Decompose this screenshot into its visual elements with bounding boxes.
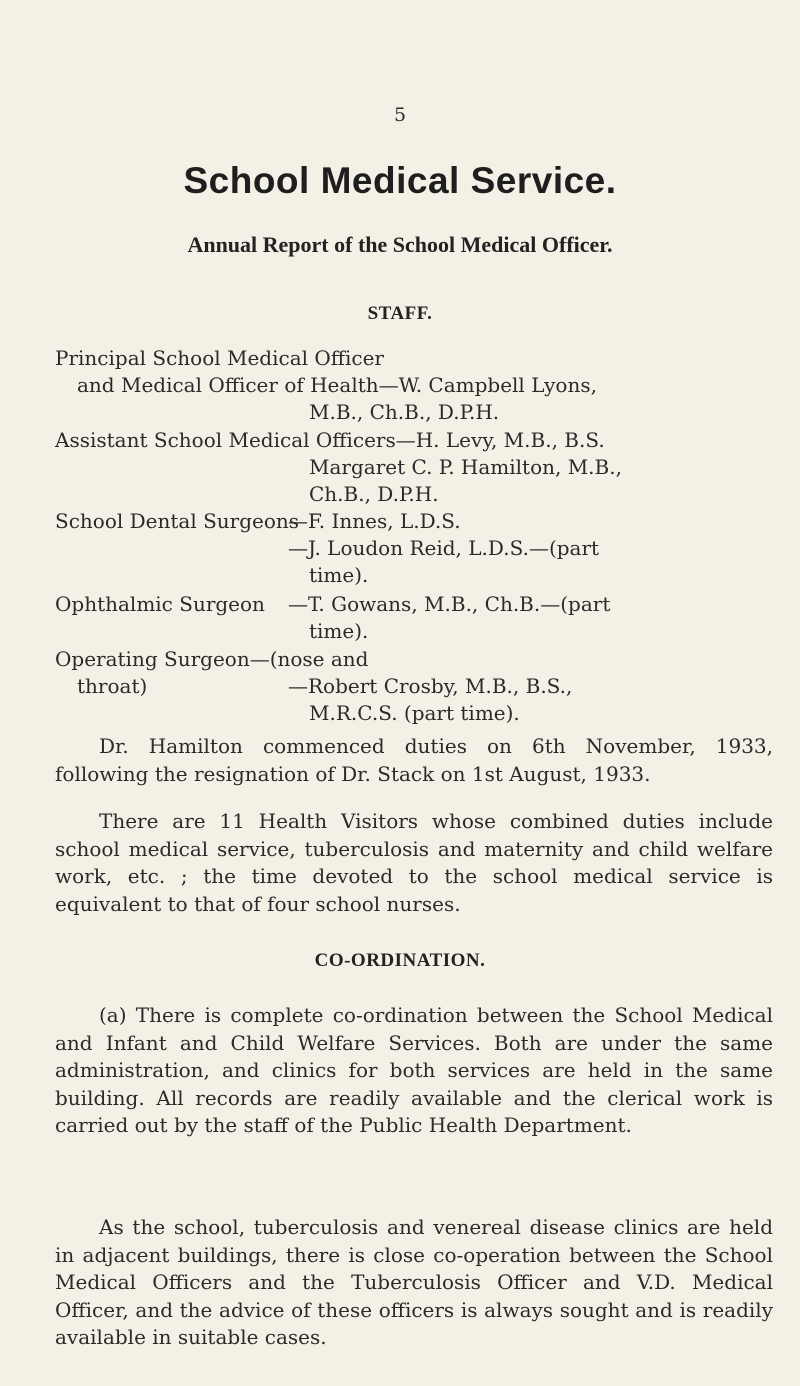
coordination-heading: CO-ORDINATION. [314, 950, 486, 971]
principal-role-line1: Principal School Medical Officer [55, 346, 384, 370]
clinics-paragraph [55, 1214, 773, 1352]
hamilton-paragraph [55, 733, 773, 788]
health-visitors-paragraph [55, 808, 773, 918]
clinics-paragraph-text: As the school, tuberculosis and venereal disease clinics are held in adjacent buildings, there is close co-operation between the School Medical Officers and the Tuberculosis Officer and V.D. Medical Officer, and the advice of these officers is always sought and is readily available in suitable cases. [55, 1215, 773, 1349]
operating-surgeon-crosby: —Robert Crosby, M.B., B.S., [288, 674, 573, 698]
assistant-officers-line1: Assistant School Medical Officers—H. Levy, M.B., B.S. [55, 428, 605, 452]
page-number: 5 [393, 104, 407, 126]
page-title: School Medical Service. [183, 160, 617, 201]
staff-heading: STAFF. [367, 303, 433, 324]
health-visitors-paragraph-text: There are 11 Health Visitors whose combined duties include school medical service, tuberculosis and maternity and child welfare work, etc. ; the time devoted to the school medical service is equivalent to that of four school nurses. [55, 809, 773, 916]
dental-surgeon-reid-cont: time). [309, 563, 369, 587]
operating-surgeon-role: Operating Surgeon—(nose and [55, 647, 369, 671]
principal-qualifications: M.B., Ch.B., D.P.H. [309, 400, 500, 424]
assistant-officers-line3: Ch.B., D.P.H. [309, 482, 439, 506]
operating-surgeon-cont: M.R.C.S. (part time). [309, 701, 520, 725]
report-subtitle: Annual Report of the School Medical Officer. [187, 232, 613, 257]
dental-surgeon-reid: —J. Loudon Reid, L.D.S.—(part [288, 536, 600, 560]
coordination-paragraph-a-text: (a) There is complete co-ordination between the School Medical and Infant and Child Welfare Services. Both are under the same administration, and clinics for both services are held in the same building. All records are readily available and the clerical work is carried out by the staff of the Public Health Department. [55, 1003, 773, 1137]
principal-role-line2: and Medical Officer of Health—W. Campbell Lyons, [77, 373, 597, 397]
dental-surgeon-innes: —F. Innes, L.D.S. [288, 509, 461, 533]
ophthalmic-surgeon-cont: time). [309, 619, 369, 643]
operating-surgeon-role-cont: throat) [77, 674, 148, 698]
ophthalmic-surgeon-role: Ophthalmic Surgeon [55, 592, 265, 616]
assistant-officers-line2: Margaret C. P. Hamilton, M.B., [309, 455, 622, 479]
dental-surgeons-role: School Dental Surgeons [55, 509, 300, 533]
ophthalmic-surgeon-gowans: —T. Gowans, M.B., Ch.B.—(part [288, 592, 611, 616]
coordination-paragraph-a [55, 1002, 773, 1140]
hamilton-paragraph-text: Dr. Hamilton commenced duties on 6th November, 1933, following the resignation of Dr. Stack on 1st August, 1933. [55, 734, 773, 786]
